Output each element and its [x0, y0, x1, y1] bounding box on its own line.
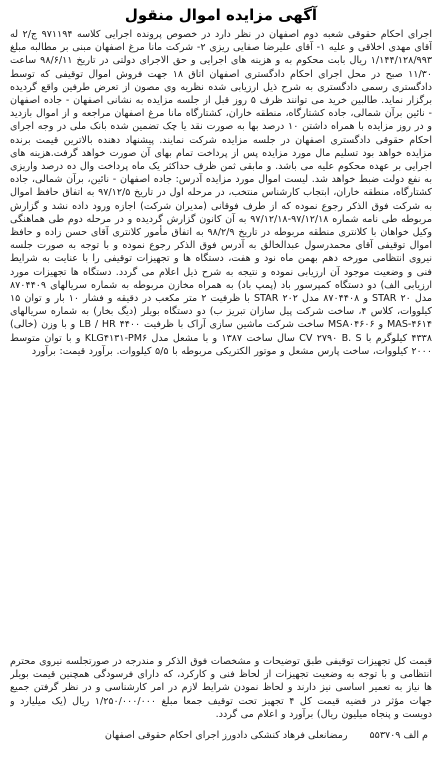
notice-signature: رمضانعلی فرهاد کنشکی دادورز اجرای احکام حقوقی اصفهان	[104, 730, 348, 741]
notice-reference-code: م الف ۵۵۳۷۰۹	[369, 730, 428, 741]
notice-title: آگهی مزایده اموال منقول	[124, 6, 318, 24]
notice-body-main: اجرای احکام حقوقی شعبه دوم اصفهان در نظر دارد در خصوص پرونده اجرایی کلاسه ۹۷۱۱۹۴ ج/۲ له آقای مهدی اخلاقی و علیه ۱- آقای علیرضا صفایی ریزی ۲- شرکت مانا مرغ اصفهان مبنی بر مطالبه مبلغ ۱/۱۴۴/۱۲۸/۹۹۳ ریال بابت محکوم به و هزینه های اجرایی و حق الاجرای دولتی در تاریخ ۹۸/۶/۱۱ ساعت ۱۱/۳۰ صبح در محل اجرای احکام دادگستری اصفهان اتاق ۱۸ جهت فروش اموال توقیفی که توسط دادگستری رسمی دادگستری به شرح ذیل ارزیابی شده نظریه وی مصون از تعرض طرفین واقع گردیده برگزار نماید. طالبین خرید می توانند ظرف ۵ روز قبل از جلسه مزایده به نشانی اصفهان - جاده اصفهان - نائین برآن شمالی، جاده کشتارگاه، منطقه خاران، کشتارگاه مانا مرغ اصفهان مراجعه و از اموال بازدید و در روز مزایده با همراه داشتن ۱۰ درصد بها به صورت نقد یا چک تضمین شده بانک ملی در وجه اجرای احکام حقوقی دادگستری اصفهان در جلسه مزایده شرکت نمایند. پیشنهاد دهنده بالاترین قیمت برنده مزایده خواهد بود تسلیم مال مورد مزایده پس از پرداخت تمام بهای آن صورت خواهد گرفت.هزینه های اجرایی بر عهده محکوم علیه می باشد. و مابقی ثمن ظرف حداکثر یک ماه پرداخت وال ده درصد واریزی به نفع دولت ضبط خواهد شد. لیست اموال مورد مزایده آدرس: جاده اصفهان - نائین، برآن شمالی، جاده کشتارگاه، منطقه خاران، ابتجاب کارشناس منتخب، در مرحله اول در تاریخ ۹۷/۱۲/۵ به اتفاق حافظ اموال به شرکت فوق الذکر رجوع نموده که از طرف فوقانی (مدیران شرکت) اجازه ورود داده نشد و گزارش مربوطه طی نامه شماره ۹۷/۱۲/۱۸-۹۷/۱۲/۱۸ به آن کانون گزارش گردیده و در مرحله دوم طی هماهنگی وکیل خواهان با کلانتری منطقه مربوطه در تاریخ ۹۸/۲/۹ به اتفاق مأمور کلانتری آقای حسن زاده و حافظ اموال توقیفی آقای محمدرسول عبدالخالق به آدرس فوق الذکر رجوع نموده و با توجه به صورت جلسه نیروی انتظامی مورخه دهم بهمن ماه نود و هفت، دستگاه ها و تجهیزات توقیفی را با عنایت به شرایط فنی و وضعیت موجود آن ارزیابی نموده و نتیجه به شرح ذیل اعلام می گردد. دستگاه ها تجهیزات مورد ارزیابی الف) دو دستگاه کمپرسور باد (پمپ باد) به همراه مخازن مربوطه به شماره سریالهای ۸۷۰۴۴۰۹ مدل STAR ۲۰ و ۸۷۰۴۴۰۸ مدل STAR ۲۰۲ با ظرفیت ۲ متر مکعب در دقیقه و فشار ۱۰ بار و توان ۱۵ کیلووات، کلاس ۴، ساخت شرکت پیل سازان تبریز ب) دو دستگاه بویلر (دیگ بخار) به شماره سریالهای MAS-۴۶۱۴ و MSA۰۴۶۰۶ ساخت شرکت ماشین سازی آراک با ظرفیت LB / HR ۴۴۰۰ و با وزن (خالی) ۴۳۳۸ کیلوگرم با CV ۲۷۹۰ B. S سال ساخت ۱۳۸۷ و با مشعل مدل KLG۴۱۳۱-PM۶ و با توان متوسط ۲۰۰۰ کیلووات، ساخت پارس مشعل و موتور الکتریکی مربوطه با ۵/۵ کیلووات. برآورد قیمت: برآورد	[10, 29, 432, 357]
notice-body-valuation: قیمت کل تجهیزات توقیفی طبق توضیحات و مشخصات فوق الذکر و مندرجه در صورتجلسه نیروی محترم انتظامی و با توجه به وضعیت تجهیزات از لحاظ فنی و کارکرد، که دارای فرسودگی همچنین قیمت بویلر ها نیاز به تعمیر اساسی نیز دارند و لحاظ نمودن شرایط لازم در امر کارشناسی و در نظر گرفتن جمیع جهات مؤثر در قضیه قیمت کل ۴ تجهیز تحت توقیف جمعا مبلغ ۱/۲۵۰/۰۰۰/۰۰۰ ریال (یک میلیارد و دویست و پنجاه میلیون ریال) برآورد و اعلام می گردد.	[10, 656, 432, 720]
notice-footer	[10, 729, 432, 742]
